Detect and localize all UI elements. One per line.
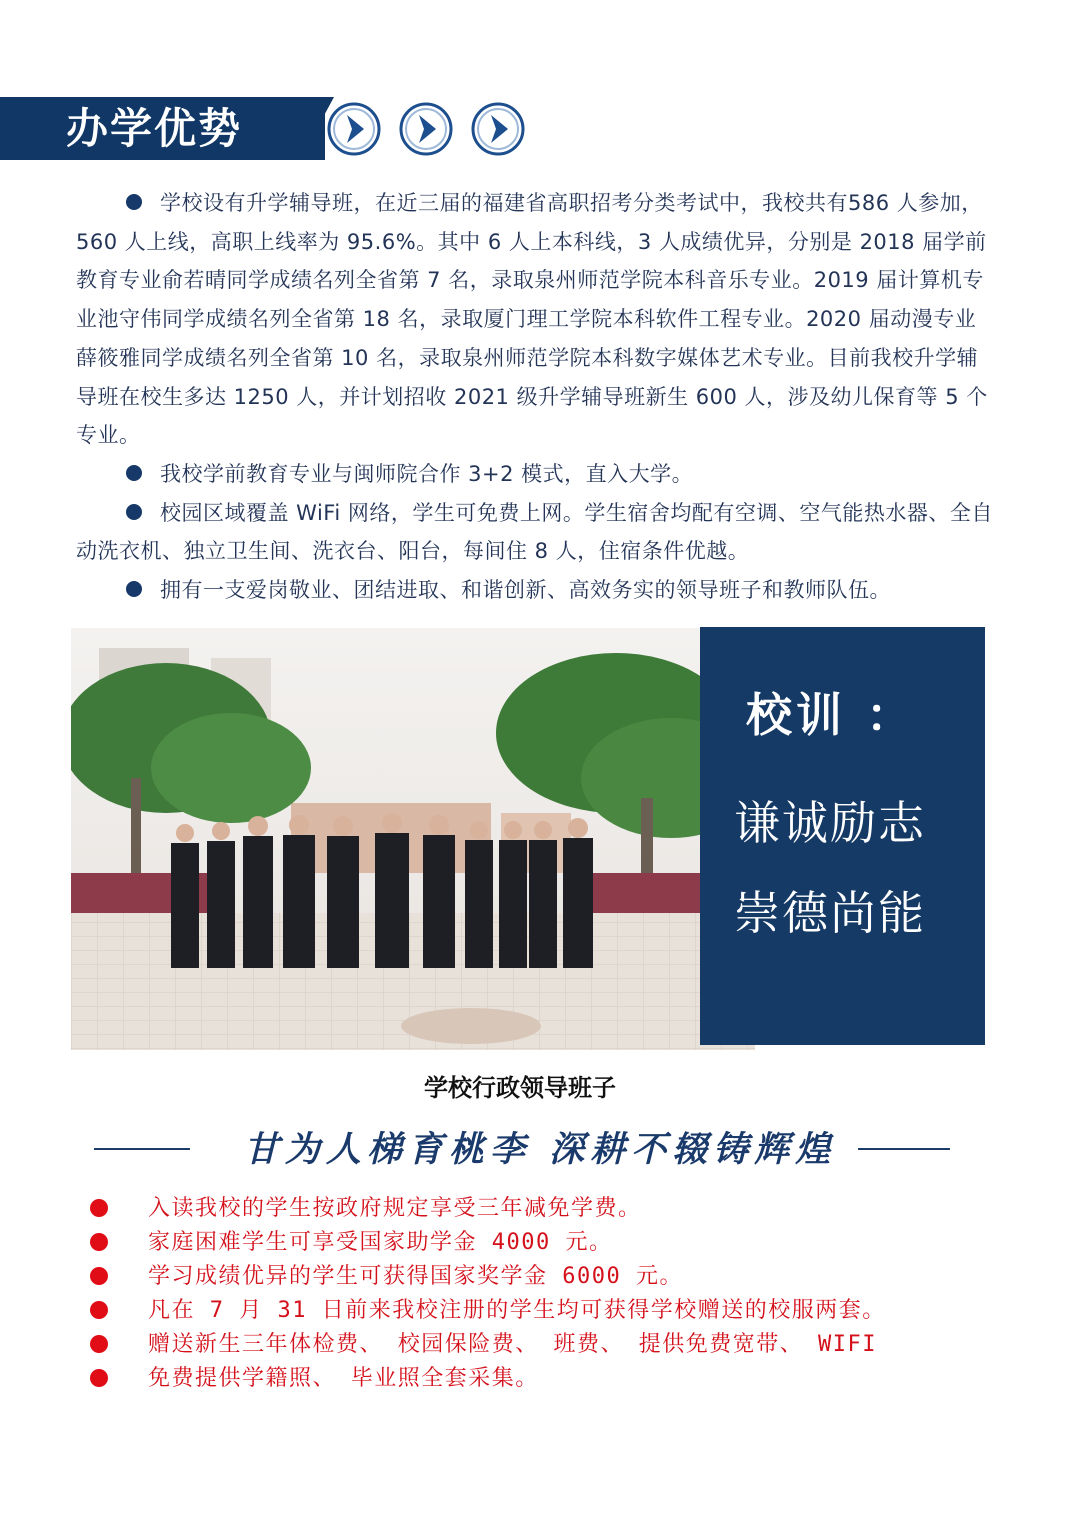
motto-box bbox=[700, 627, 985, 1045]
bullet-icon bbox=[90, 1233, 108, 1251]
section-title: 办学优势 bbox=[66, 104, 243, 153]
motto-line: 崇德尚能 bbox=[734, 886, 926, 940]
intro-paragraph: 拥有一支爱岗敬业、团结进取、和谐创新、高效务实的领导班子和教师队伍。 bbox=[76, 571, 996, 610]
chevron-right-circle-icon bbox=[398, 101, 454, 157]
bullet-icon bbox=[126, 581, 142, 597]
list-item: 家庭困难学生可享受国家助学金 4000 元。 bbox=[90, 1226, 1050, 1260]
bullet-icon bbox=[90, 1369, 108, 1387]
intro-text bbox=[76, 184, 996, 610]
chevron-right-circle-icon bbox=[326, 101, 382, 157]
list-item: 凡在 7 月 31 日前来我校注册的学生均可获得学校赠送的校服两套。 bbox=[90, 1294, 1050, 1328]
intro-paragraph: 学校设有升学辅导班，在近三届的福建省高职招考分类考试中，我校共有586 人参加，560 人上线，高职上线率为 95.6%。其中 6 人上本科线，3 人成绩优异，分别是 2018 届学前教育专业俞若晴同学成绩名列全省第 7 名，录取泉州师范学院本科音乐专业。2019 届计算机专业池守伟同学成绩名列全省第 18 名，录取厦门理工学院本科软件工程专业。2020 届动漫专业薛筱雅同学成绩名列全省第 10 名，录取泉州师范学院本科数字媒体艺术专业。目前我校升学辅导班在校生多达 1250 人，并计划招收 2021 级升学辅导班新生 600 人，涉及幼儿保育等 5 个专业。 bbox=[76, 191, 988, 448]
bullet-icon bbox=[126, 504, 142, 520]
intro-paragraph: 校园区域覆盖 WiFi 网络，学生可免费上网。学生宿舍均配有空调、空气能热水器、全自动洗衣机、独立卫生间、洗衣台、阳台，每间住 8 人，住宿条件优越。 bbox=[76, 500, 993, 564]
leadership-photo bbox=[71, 628, 755, 1050]
bullet-icon bbox=[90, 1267, 108, 1285]
bullet-icon bbox=[90, 1335, 108, 1353]
list-item: 入读我校的学生按政府规定享受三年减免学费。 bbox=[90, 1192, 1050, 1226]
bullet-icon bbox=[126, 465, 142, 481]
bullet-icon bbox=[126, 194, 142, 210]
list-item: 赠送新生三年体检费、 校园保险费、 班费、 提供免费宽带、 WIFI bbox=[90, 1328, 1050, 1362]
motto-title: 校训 ： bbox=[746, 688, 917, 742]
bullet-icon bbox=[90, 1199, 108, 1217]
list-item: 学习成绩优异的学生可获得国家奖学金 6000 元。 bbox=[90, 1260, 1050, 1294]
slogan: 甘为人梯育桃李 深耕不辍铸辉煌 bbox=[243, 1129, 837, 1170]
photo-caption: 学校行政领导班子 bbox=[424, 1074, 616, 1102]
benefits-list bbox=[90, 1192, 1050, 1396]
intro-paragraph: 我校学前教育专业与闽师院合作 3+2 模式，直入大学。 bbox=[76, 455, 996, 494]
chevron-right-circle-icon bbox=[470, 101, 526, 157]
list-item: 免费提供学籍照、 毕业照全套采集。 bbox=[90, 1362, 1050, 1396]
motto-line: 谦诚励志 bbox=[734, 796, 926, 850]
bullet-icon bbox=[90, 1301, 108, 1319]
